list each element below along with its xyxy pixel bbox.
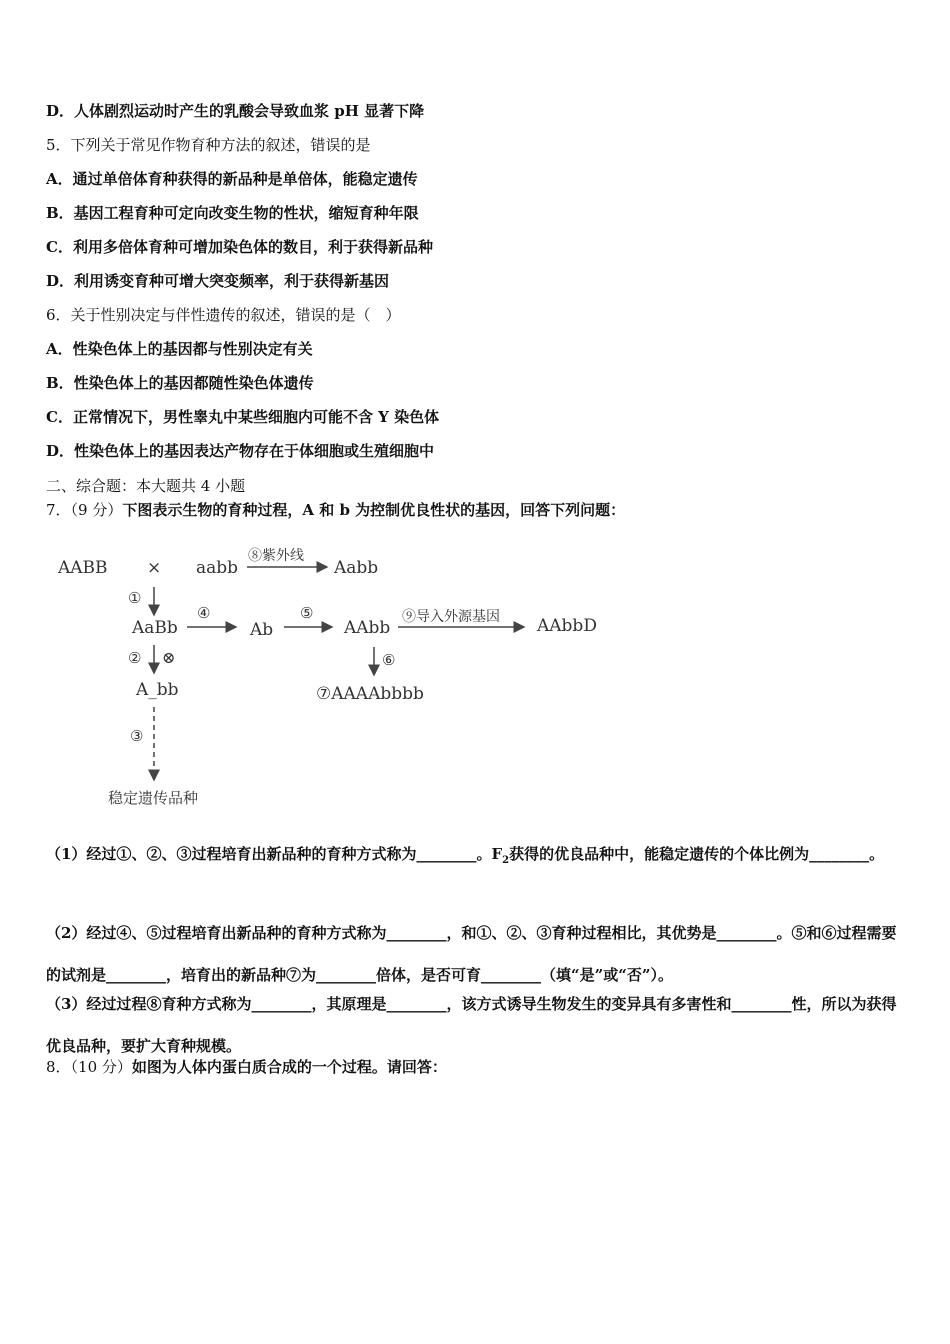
q7-stem bbox=[46, 500, 625, 520]
q5-option-c: C．利用多倍体育种可增加染色体的数目，利于获得新品种 bbox=[46, 238, 433, 256]
label-step6: ⑥ bbox=[382, 651, 396, 669]
q6-stem: 6．关于性别决定与伴性遗传的叙述，错误的是（ ） bbox=[46, 306, 401, 324]
q6-option-c: C．正常情况下，男性睾丸中某些细胞内可能不含 Y 染色体 bbox=[46, 408, 440, 426]
q7-sub1-part2: 获得的优良品种中，能稳定遗传的个体比例为________。 bbox=[509, 845, 885, 863]
q7-number: 7．（9 分） bbox=[46, 501, 123, 519]
mutant-aabb: Aabb bbox=[334, 558, 379, 578]
haploid-ab: Ab bbox=[250, 620, 274, 640]
q6-option-d: D．性染色体上的基因表达产物存在于体细胞或生殖细胞中 bbox=[46, 442, 435, 460]
q4-option-d: D．人体剧烈运动时产生的乳酸会导致血浆 pH 显著下降 bbox=[46, 102, 425, 120]
q6-option-b: B．性染色体上的基因都随性染色体遗传 bbox=[46, 374, 314, 392]
q7-sub2: （2）经过④、⑤过程培育出新品种的育种方式称为________，和①、②、③育种过程相比，其优势是________。⑤和⑥过程需要的试剂是________，培育出的新品种⑦为________倍体，是否可育________（填“是”或“否”）。 bbox=[46, 924, 897, 984]
section-heading: 二、综合题：本大题共 4 小题 bbox=[46, 477, 246, 495]
q5-option-b: B．基因工程育种可定向改变生物的性状，缩短育种年限 bbox=[46, 204, 419, 222]
label-step9: ⑨导入外源基因 bbox=[402, 609, 500, 625]
label-step4: ④ bbox=[197, 604, 211, 622]
cross-symbol: × bbox=[147, 558, 162, 578]
q6-option-a: A．性染色体上的基因都与性别决定有关 bbox=[46, 340, 313, 358]
q7-sub1-subscript: 2 bbox=[502, 855, 510, 866]
stable-variety: 稳定遗传品种 bbox=[108, 789, 199, 807]
label-step2: ② bbox=[128, 649, 142, 667]
selfing-symbol: ⊗ bbox=[162, 648, 176, 667]
q7-sub1 bbox=[46, 844, 884, 871]
q5-option-a: A．通过单倍体育种获得的新品种是单倍体，能稳定遗传 bbox=[46, 170, 418, 188]
f1-aabb: AaBb bbox=[132, 618, 178, 638]
breeding-diagram bbox=[52, 545, 632, 820]
label-step3: ③ bbox=[130, 727, 144, 745]
label-step1: ① bbox=[128, 589, 142, 607]
parent-aabb-recessive: aabb bbox=[196, 558, 239, 578]
f2-a-bb: A_bb bbox=[136, 680, 179, 700]
q8-stem-text: 如图为人体内蛋白质合成的一个过程。请回答： bbox=[131, 1058, 447, 1076]
label-step5: ⑤ bbox=[300, 604, 314, 622]
q8-number: 8．（10 分） bbox=[46, 1058, 132, 1076]
transgenic-aabbd: AAbbD bbox=[537, 616, 597, 636]
label-step8: ⑧紫外线 bbox=[248, 548, 304, 564]
q5-stem: 5．下列关于常见作物育种方法的叙述，错误的是 bbox=[46, 136, 371, 154]
q8-stem bbox=[46, 1057, 447, 1077]
parent-aabb-dominant: AABB bbox=[58, 558, 108, 578]
q7-stem-text: 下图表示生物的育种过程，A 和 b 为控制优良性状的基因，回答下列问题： bbox=[122, 501, 626, 519]
q5-option-d: D．利用诱变育种可增大突变频率，利于获得新基因 bbox=[46, 272, 390, 290]
tetraploid-aaaabbbb: ⑦AAAAbbbb bbox=[316, 684, 424, 704]
doubled-aabb: AAbb bbox=[344, 618, 391, 638]
q7-sub3: （3）经过过程⑧育种方式称为________，其原理是________，该方式诱导生物发生的变异具有多害性和________性，所以为获得优良品种，要扩大育种规模。 bbox=[46, 995, 897, 1055]
q7-sub1-part1: （1）经过①、②、③过程培育出新品种的育种方式称为________。F bbox=[46, 845, 503, 863]
